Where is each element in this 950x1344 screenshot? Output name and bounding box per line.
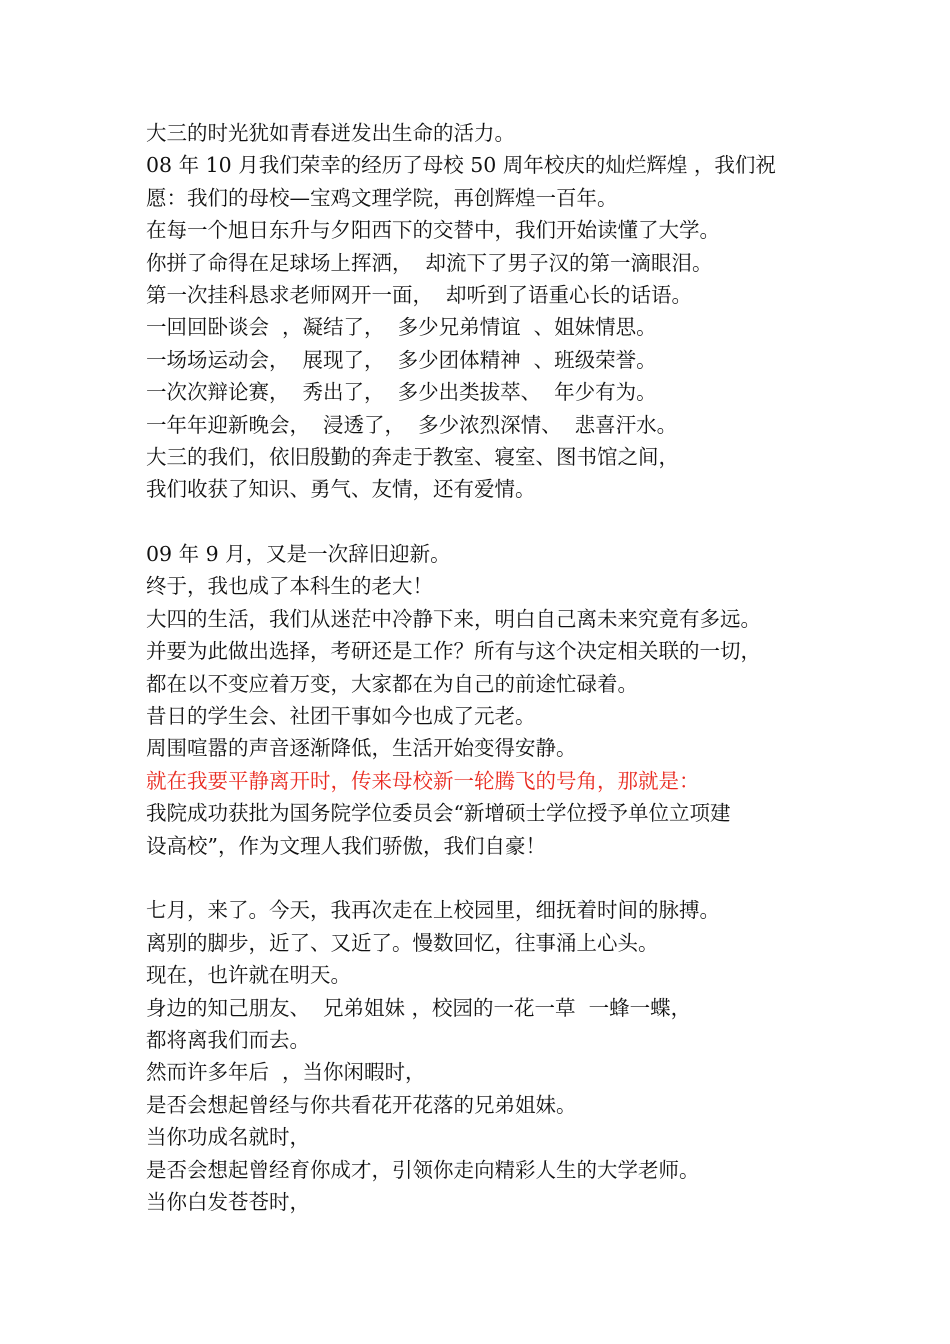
text-line: 昔日的学生会、社团干事如今也成了元老。 [146, 704, 536, 729]
text-line: 我们收获了知识、勇气、友情，还有爱情。 [146, 477, 536, 502]
text-line: 一年年迎新晚会， 浸透了， 多少浓烈深情、 悲喜汗水。 [146, 412, 678, 437]
text-line: 离别的脚步，近了、又近了。慢数回忆，往事涌上心头。 [146, 930, 659, 955]
text-line: 08 年 10 月我们荣幸的经历了母校 50 周年校庆的灿烂辉煌 ，我们祝 [146, 153, 776, 178]
text-line: 我院成功获批为国务院学位委员会“新增硕士学位授予单位立项建 [146, 801, 731, 826]
text-line: 身边的知己朋友、 兄弟姐妹 ，校园的一花一草 一蜂一蝶， [146, 995, 692, 1020]
text-line: 并要为此做出选择，考研还是工作？所有与这个决定相关联的一切， [146, 639, 761, 664]
paragraph-gap [146, 506, 846, 538]
text-line: 愿：我们的母校—宝鸡文理学院，再创辉煌一百年。 [146, 185, 618, 210]
text-line: 09 年 9 月，又是一次辞旧迎新。 [146, 542, 451, 567]
text-line: 当你功成名就时， [146, 1125, 310, 1150]
text-line: 然而许多年后 ，当你闲暇时， [146, 1060, 426, 1085]
text-line: 都在以不变应着万变，大家都在为自己的前途忙碌着。 [146, 671, 638, 696]
text-line: 周围喧嚣的声音逐渐降低，生活开始变得安静。 [146, 736, 577, 761]
text-line: 第一次挂科恳求老师网开一面， 却听到了语重心长的话语。 [146, 282, 693, 307]
text-line: 一次次辩论赛， 秀出了， 多少出类拔萃、 年少有为。 [146, 380, 657, 405]
text-line: 大三的我们，依旧殷勤的奔走于教室、寝室、图书馆之间， [146, 444, 679, 469]
text-line: 在每一个旭日东升与夕阳西下的交替中，我们开始读懂了大学。 [146, 218, 720, 243]
text-line: 大三的时光犹如青春迸发出生命的活力。 [146, 121, 515, 145]
text-line: 都将离我们而去。 [146, 1027, 310, 1052]
document-body [146, 117, 846, 1218]
text-line: 是否会想起曾经与你共看花开花落的兄弟姐妹。 [146, 1092, 577, 1117]
text-line: 大四的生活，我们从迷茫中冷静下来，明白自己离未来究竟有多远。 [146, 606, 761, 631]
text-line: 设高校”，作为文理人我们骄傲，我们自豪！ [146, 833, 546, 858]
text-line: 七月，来了。今天，我再次走在上校园里，细抚着时间的脉搏。 [146, 898, 720, 923]
text-line: 你拼了命得在足球场上挥洒， 却流下了男子汉的第一滴眼泪。 [146, 250, 713, 275]
paragraph-gap [146, 862, 846, 894]
text-line: 当你白发苍苍时， [146, 1189, 310, 1214]
text-line: 现在，也许就在明天。 [146, 963, 351, 988]
text-line: 是否会想起曾经育你成才，引领你走向精彩人生的大学老师。 [146, 1157, 700, 1182]
text-line: 一回回卧谈会 ，凝结了， 多少兄弟情谊 、姐妹情思。 [146, 315, 657, 340]
highlighted-line: 就在我要平静离开时，传来母校新一轮腾飞的号角，那就是： [146, 768, 700, 793]
text-line: 一场场运动会， 展现了， 多少团体精神 、班级荣誉。 [146, 347, 657, 372]
text-line: 终于，我也成了本科生的老大！ [146, 574, 433, 599]
